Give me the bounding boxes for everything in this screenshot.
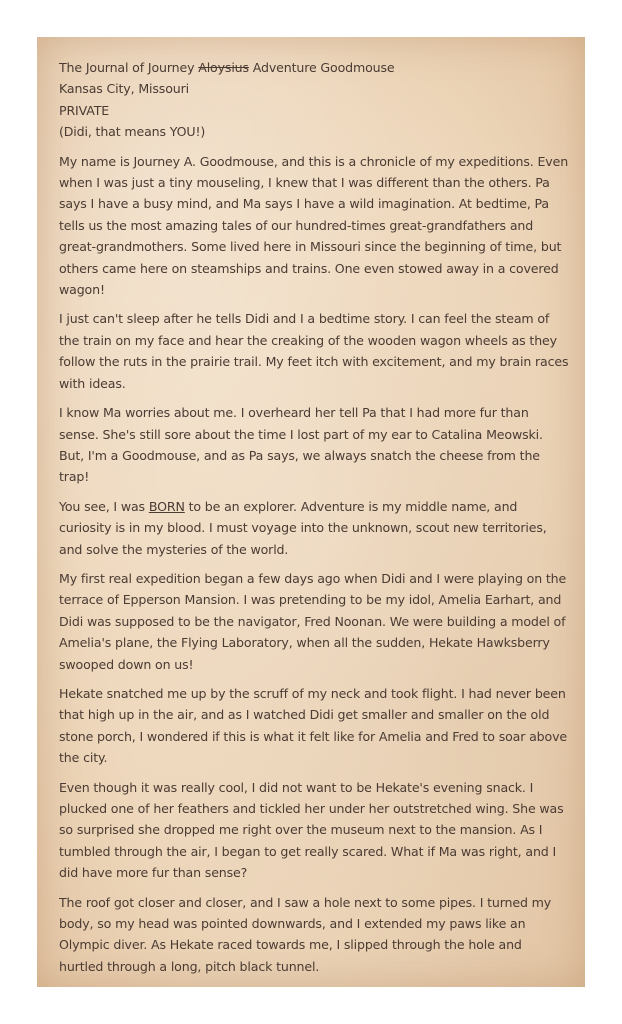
private-note: (Didi, that means YOU!): [59, 124, 206, 140]
journal-header: [59, 57, 569, 143]
private-label: PRIVATE: [59, 102, 110, 118]
title-prefix: The Journal of Journey: [59, 60, 195, 75]
journal-paragraph: Hekate snatched me up by the scruff of my neck and took flight. I had never been that high up in the air, and as I watched Didi get smaller and smaller on the old stone porch, I wondered if this is what it felt like for Amelia and Fred to soar above the city.: [59, 685, 567, 766]
journal-paragraph: I know Ma worries about me. I overheard her tell Pa that I had more fur than sense. She's still sore about the time I lost part of my ear to Catalina Meowski. But, I'm a Goodmouse, and as Pa says, we always snatch the cheese from the trap!: [59, 405, 543, 485]
journal-page: [37, 37, 585, 987]
struck-name: Aloysius: [198, 60, 249, 75]
journal-paragraph-born: [59, 496, 569, 560]
journal-paragraph: My first real expedition began a few days ago when Didi and I were playing on the terrace of Epperson Mansion. I was pretending to be my idol, Amelia Earhart, and Didi was supposed to be the navigator, Fred Noonan. We were building a model of Amelia's plane, the Flying Laboratory, when all the sudden, Hekate Hawksberry swooped down on us!: [59, 570, 567, 672]
journal-title: [59, 57, 569, 78]
born-underlined: BORN: [148, 498, 185, 514]
journal-paragraph: Even though it was really cool, I did not want to be Hekate's evening snack. I plucked one of her feathers and tickled her under her outstretched wing. She was so surprised she dropped me right over the museum next to the mansion. As I tumbled through the air, I began to get really scared. What if Ma was right, and I did have more fur than sense?: [59, 779, 564, 881]
born-after: to be an explorer. Adventure is my middle name, and curiosity is in my blood. I must voyage into the unknown, scout new territories, and solve the mysteries of the world.: [59, 498, 547, 557]
journal-paragraph: The roof got closer and closer, and I saw a hole next to some pipes. I turned my body, so my head was pointed downwards, and I extended my paws like an Olympic diver. As Hekate raced towards me, I slipped through the hole and hurtled through a long, pitch black tunnel.: [59, 894, 552, 974]
journal-paragraph: I just can't sleep after he tells Didi and I a bedtime story. I can feel the steam of the train on my face and hear the creaking of the wooden wagon wheels as they follow the ruts in the prairie trail. My feet itch with excitement, and my brain races with ideas.: [59, 311, 569, 391]
journal-location: Kansas City, Missouri: [59, 81, 189, 97]
title-suffix: Adventure Goodmouse: [252, 60, 395, 75]
born-before: You see, I was: [59, 498, 145, 514]
journal-paragraph: My name is Journey A. Goodmouse, and this is a chronicle of my expeditions. Even when I was just a tiny mouseling, I knew that I was different than the others. Pa says I have a busy mind, and Ma says I have a wild imagination. At bedtime, Pa tells us the most amazing tales of our hundred-times great-grandfathers and great-grandmothers. Some lived here in Missouri since the beginning of time, but others came here on steamships and trains. One even stowed away in a covered wagon!: [59, 153, 569, 298]
